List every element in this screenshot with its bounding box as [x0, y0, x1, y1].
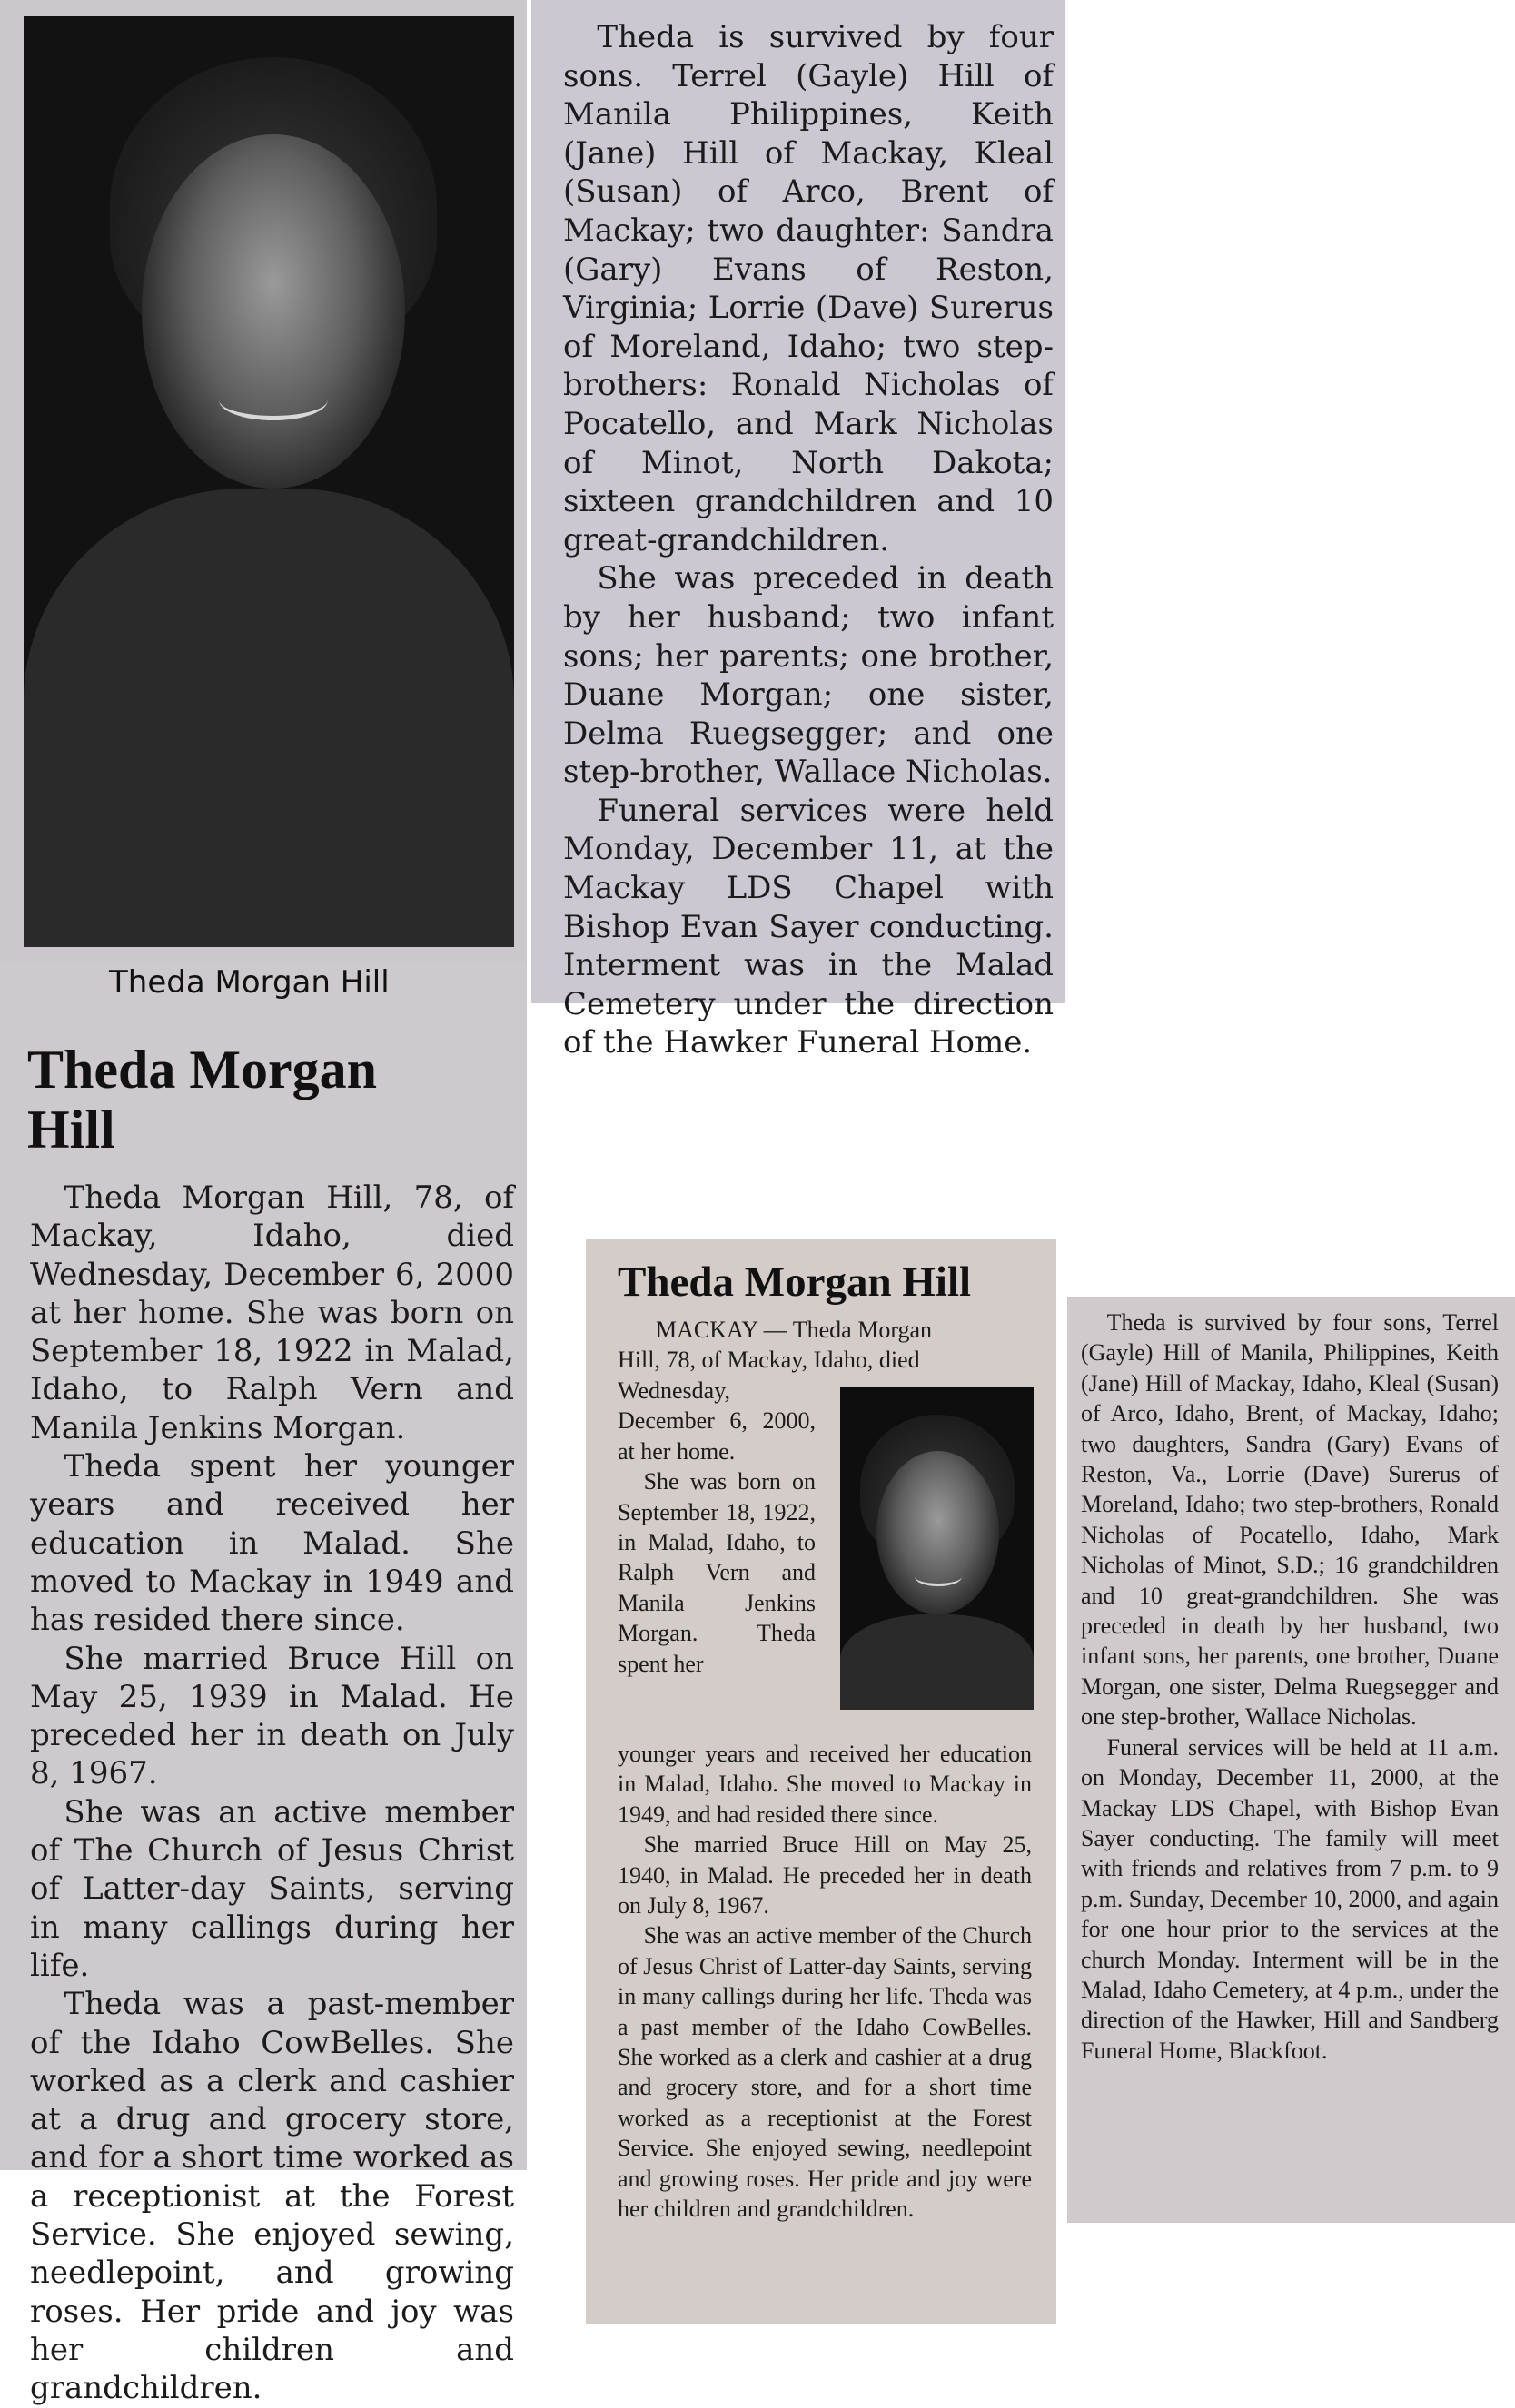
obituary-headline-left: Theda Morgan Hill [27, 1040, 378, 1160]
obituary-body-left [30, 1179, 514, 2408]
paragraph: Funeral services were held Monday, December 11, at the Mackay LDS Chapel with Bishop Evan Sayer conducting. Interment was in the Malad Cemetery under the direction of the Hawker Funeral Home. [563, 792, 1054, 1061]
survivors-body-second [1081, 1308, 1499, 2066]
obituary-headline-second: Theda Morgan Hill [618, 1258, 972, 1306]
paragraph: She married Bruce Hill on May 25, 1939 in Malad. He preceded her in death on July 8, 1967. [30, 1640, 514, 1792]
portrait-photo-large [24, 16, 514, 947]
paragraph: She was preceded in death by her husband; two infant sons; her parents; one brother, Duane Morgan; one sister, Delma Ruegsegger; and one step-brother, Wallace Nicholas. [563, 560, 1054, 791]
portrait-smile [915, 1567, 962, 1586]
photo-caption: Theda Morgan Hill [109, 964, 390, 1001]
paragraph: She was born on September 18, 1922, in Malad, Idaho, to Ralph Vern and Manila Jenkins Morgan. Theda spent her [618, 1468, 816, 1677]
paragraph: Theda was a past-member of the Idaho CowBelles. She worked as a clerk and cashier at a drug and grocery store, and for a short time worked as a receptionist at the Forest Service. She enjoyed sewing, needlepoint, and growing roses. Her pride and joy was her children and grandchildren. [30, 1986, 514, 2407]
paragraph: Theda Morgan Hill, 78, of Mackay, Idaho, died Wednesday, December 6, 2000 at her home. She was born on September 18, 1922 in Malad, Idaho, to Ralph Vern and Manila Jenkins Morgan. [30, 1179, 514, 1446]
paragraph: She was an active member of The Church of Jesus Christ of Latter-day Saints, serving in many callings during her life. [30, 1793, 514, 1984]
paragraph: Theda is survived by four sons. Terrel (Gayle) Hill of Manila Philippines, Keith (Jane) Hill of Mackay, Kleal (Susan) of Arco, Brent of Mackay; two daughter: Sandra (Gary) Evans of Reston, Virginia; Lorrie (Dave) Surerus of Moreland, Idaho; two step-brothers: Ronald Nicholas of Pocatello, and Mark Nicholas of Minot, North Dakota; sixteen grandchildren and 10 great-grandchildren. [563, 19, 1054, 558]
paragraph: She was an active member of the Church of Jesus Christ of Latter-day Saints, serving in many callings during her life. Theda was a past member of the Idaho CowBelles. She worked as a clerk and cashier at a drug and grocery store, and for a short time worked as a receptionist at the Forest Service. She enjoyed sewing, needlepoint and growing roses. Her pride and joy were her children and grandchildren. [618, 1922, 1032, 2223]
paragraph: Wednesday, December 6, 2000, at her home. [618, 1377, 816, 1465]
paragraph: Theda spent her younger years and received her education in Malad. She moved to Mackay in 1949 and has resided there since. [30, 1448, 514, 1639]
portrait-photo-small [840, 1387, 1034, 1710]
portrait-face [142, 134, 405, 489]
paragraph: She married Bruce Hill on May 25, 1940, in Malad. He preceded her in death on July 8, 1967. [618, 1831, 1032, 1919]
dateline-line: Hill, 78, of Mackay, Idaho, died [618, 1347, 920, 1373]
paragraph: Funeral services will be held at 11 a.m. on Monday, December 11, 2000, at the Mackay LDS Chapel, with Bishop Evan Sayer conducting. The family will meet with friends and relatives from 7 p.m. to 9 p.m. Sunday, December 10, 2000, and again for one hour prior to the services at the church Monday. Interment will be in the Malad, Idaho Cemetery, at 4 p.m., under the direction of the Hawker, Hill and Sandberg Funeral Home, Blackfoot. [1081, 1733, 1499, 2064]
obituary-body-second [618, 1739, 1032, 2225]
beside-photo-text [618, 1376, 816, 1679]
portrait-face [876, 1451, 999, 1614]
portrait-smile [219, 380, 328, 420]
portrait-shoulders [24, 489, 514, 947]
paragraph: younger years and received her education in Malad, Idaho. She moved to Mackay in 1949, and had resided there since. [618, 1741, 1032, 1828]
survivors-body [563, 18, 1054, 1062]
paragraph: Theda is survived by four sons, Terrel (Gayle) Hill of Manila, Philippines, Keith (Jane) Hill of Mackay, Idaho, Kleal (Susan) of Arco, Idaho, Brent, of Mackay, Idaho; two daughters, Sandra (Gary) Evans of Reston, Va., Lorrie (Dave) Surerus of Moreland, Idaho; two step-brothers, Ronald Nicholas of Pocatello, Idaho, Mark Nicholas of Minot, S.D.; 16 grandchildren and 10 great-grandchildren. She was preceded in death by her husband, two infant sons, her parents, one brother, Duane Morgan, one sister, Delma Ruegsegger and one step-brother, Wallace Nicholas. [1081, 1309, 1499, 1731]
dateline-line: MACKAY — Theda Morgan [656, 1317, 933, 1343]
portrait-shoulders [840, 1614, 1034, 1710]
